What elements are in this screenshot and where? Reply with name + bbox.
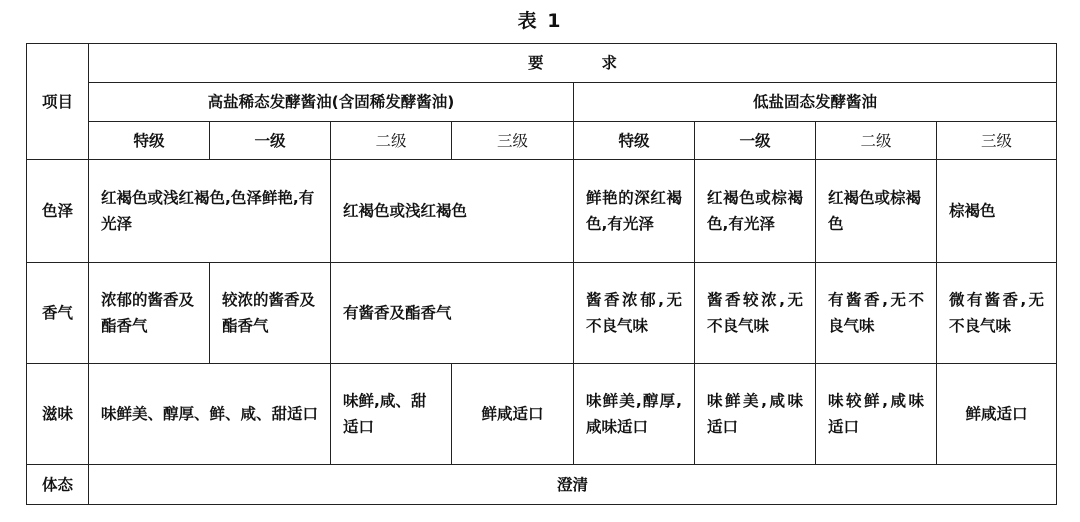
row-label-taste: 滋味 (27, 364, 89, 465)
cell-aroma-low-first: 酱香较浓,无不良气味 (695, 263, 816, 364)
header-row-requirement (27, 44, 1057, 83)
table-row-taste (27, 364, 1057, 465)
row-label-body: 体态 (27, 465, 89, 505)
cell-taste-low-first: 味鲜美,咸味适口 (695, 364, 816, 465)
cell-color-high-second-third: 红褐色或浅红褐色 (331, 160, 574, 263)
cell-aroma-high-special: 浓郁的酱香及酯香气 (89, 263, 210, 364)
requirement-header-left: 要 (528, 54, 544, 72)
grade-header-high-special: 特级 (89, 122, 210, 160)
table-row-aroma (27, 263, 1057, 364)
cell-body-all: 澄清 (89, 465, 1057, 505)
cell-aroma-high-first: 较浓的酱香及酯香气 (210, 263, 331, 364)
cell-taste-low-second: 味较鲜,咸味适口 (816, 364, 937, 465)
cell-aroma-low-special: 酱香浓郁,无不良气味 (574, 263, 695, 364)
grade-header-low-third: 三级 (937, 122, 1057, 160)
requirements-table (26, 43, 1057, 505)
low-salt-group-header: 低盐固态发酵酱油 (574, 83, 1057, 122)
high-salt-group-header: 高盐稀态发酵酱油(含固稀发酵酱油) (89, 83, 574, 122)
header-row-grades (27, 122, 1057, 160)
grade-header-low-special: 特级 (574, 122, 695, 160)
cell-aroma-low-third: 微有酱香,无不良气味 (937, 263, 1057, 364)
cell-color-high-special-first: 红褐色或浅红褐色,色泽鲜艳,有光泽 (89, 160, 331, 263)
grade-header-high-second: 二级 (331, 122, 452, 160)
cell-taste-high-second: 味鲜,咸、甜适口 (331, 364, 452, 465)
table-caption: 表 1 (517, 10, 563, 32)
cell-taste-low-third: 鲜咸适口 (937, 364, 1057, 465)
item-header-label: 项目 (41, 92, 73, 111)
table-row-color (27, 160, 1057, 263)
row-label-color: 色泽 (27, 160, 89, 263)
grade-header-high-third: 三级 (452, 122, 574, 160)
requirement-header-cell (89, 44, 1057, 83)
table-row-body (27, 465, 1057, 505)
header-row-groups (27, 83, 1057, 122)
cell-taste-low-special: 味鲜美,醇厚,咸味适口 (574, 364, 695, 465)
cell-taste-high-special-first: 味鲜美、醇厚、鲜、咸、甜适口 (89, 364, 331, 465)
requirement-header-right: 求 (601, 54, 618, 72)
cell-color-low-third: 棕褐色 (937, 160, 1057, 263)
grade-header-low-second: 二级 (816, 122, 937, 160)
row-label-aroma: 香气 (27, 263, 89, 364)
cell-taste-high-third: 鲜咸适口 (452, 364, 574, 465)
cell-color-low-special: 鲜艳的深红褐色,有光泽 (574, 160, 695, 263)
item-header-cell (27, 44, 89, 160)
cell-color-low-second: 红褐色或棕褐色 (816, 160, 937, 263)
grade-header-high-first: 一级 (210, 122, 331, 160)
cell-aroma-low-second: 有酱香,无不良气味 (816, 263, 937, 364)
grade-header-low-first: 一级 (695, 122, 816, 160)
cell-aroma-high-second-third: 有酱香及酯香气 (331, 263, 574, 364)
cell-color-low-first: 红褐色或棕褐色,有光泽 (695, 160, 816, 263)
